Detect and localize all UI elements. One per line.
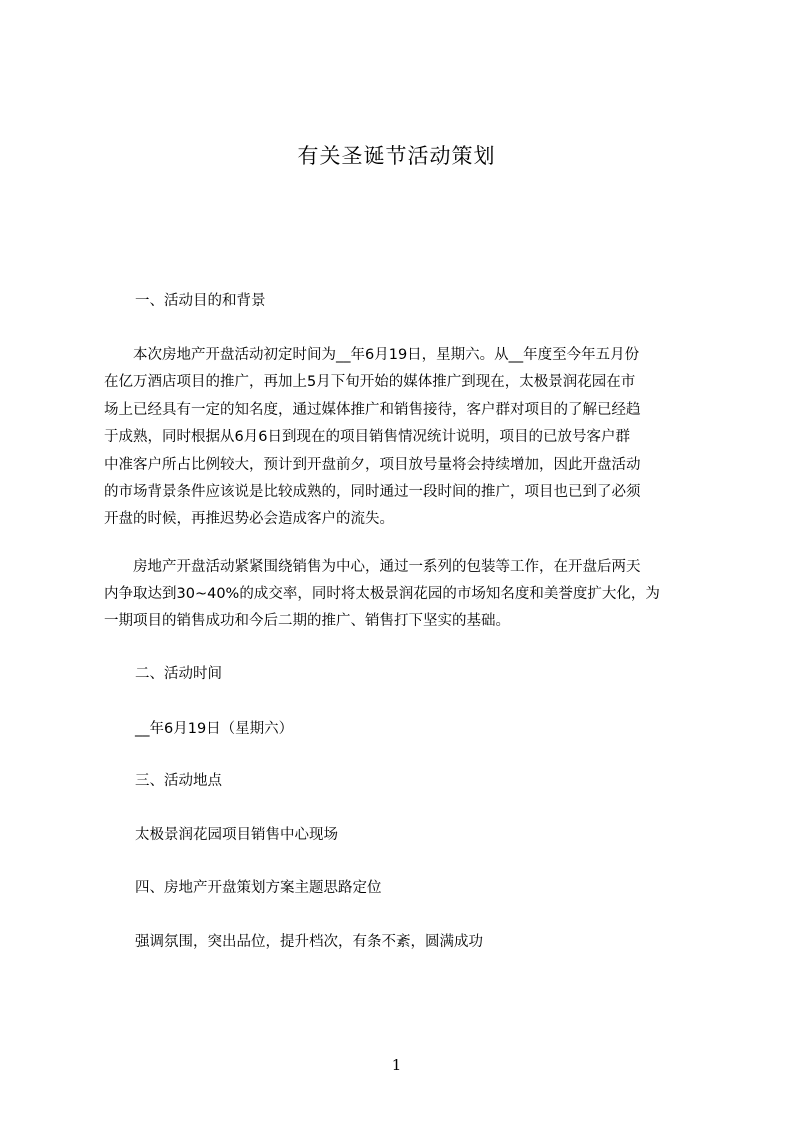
paragraph-line: 的市场背景条件应该说是比较成熟的，同时通过一段时间的推广，项目也已到了必须 [104, 483, 641, 500]
section-heading-time: 二、活动时间 [135, 666, 222, 682]
section-heading-purpose: 一、活动目的和背景 [135, 293, 266, 309]
paragraph-background [104, 345, 696, 537]
paragraph-line: 中准客户所占比例较大，预计到开盘前夕，项目放号量将会持续增加，因此开盘活动 [104, 456, 641, 473]
page-number: 1 [391, 1056, 402, 1074]
paragraph-goals [104, 557, 696, 638]
section-heading-location: 三、活动地点 [135, 773, 222, 789]
paragraph-line: 内争取达到30~40%的成交率，同时将太极景润花园的市场知名度和美誉度扩大化，为 [104, 586, 660, 602]
document-title: 有关圣诞节活动策划 [297, 144, 496, 168]
paragraph-line: 房地产开盘活动紧紧围绕销售为中心，通过一系列的包装等工作，在开盘后两天 [104, 559, 641, 575]
paragraph-line: 场上已经具有一定的知名度，通过媒体推广和销售接待，客户群对项目的了解已经趋 [104, 401, 641, 418]
paragraph-line: 本次房地产开盘活动初定时间为__年6月19日，星期六。从__年度至今年五月份 [104, 347, 640, 363]
paragraph-line: 在亿万酒店项目的推广，再加上5月下旬开始的媒体推广到现在，太极景润花园在市 [104, 374, 636, 391]
paragraph-line: 开盘的时候，再推迟势必会造成客户的流失。 [104, 511, 394, 528]
event-date: __年6月19日（星期六） [135, 721, 294, 737]
theme-statement: 强调氛围，突出品位，提升档次，有条不紊，圆满成功 [135, 934, 483, 950]
section-heading-theme: 四、房地产开盘策划方案主题思路定位 [135, 880, 382, 896]
paragraph-line: 一期项目的销售成功和今后二期的推广、销售打下坚实的基础。 [104, 613, 510, 629]
paragraph-line: 于成熟，同时根据从6月6日到现在的项目销售情况统计说明，项目的已放号客户群 [104, 429, 630, 446]
event-location: 太极景润花园项目销售中心现场 [135, 827, 338, 843]
